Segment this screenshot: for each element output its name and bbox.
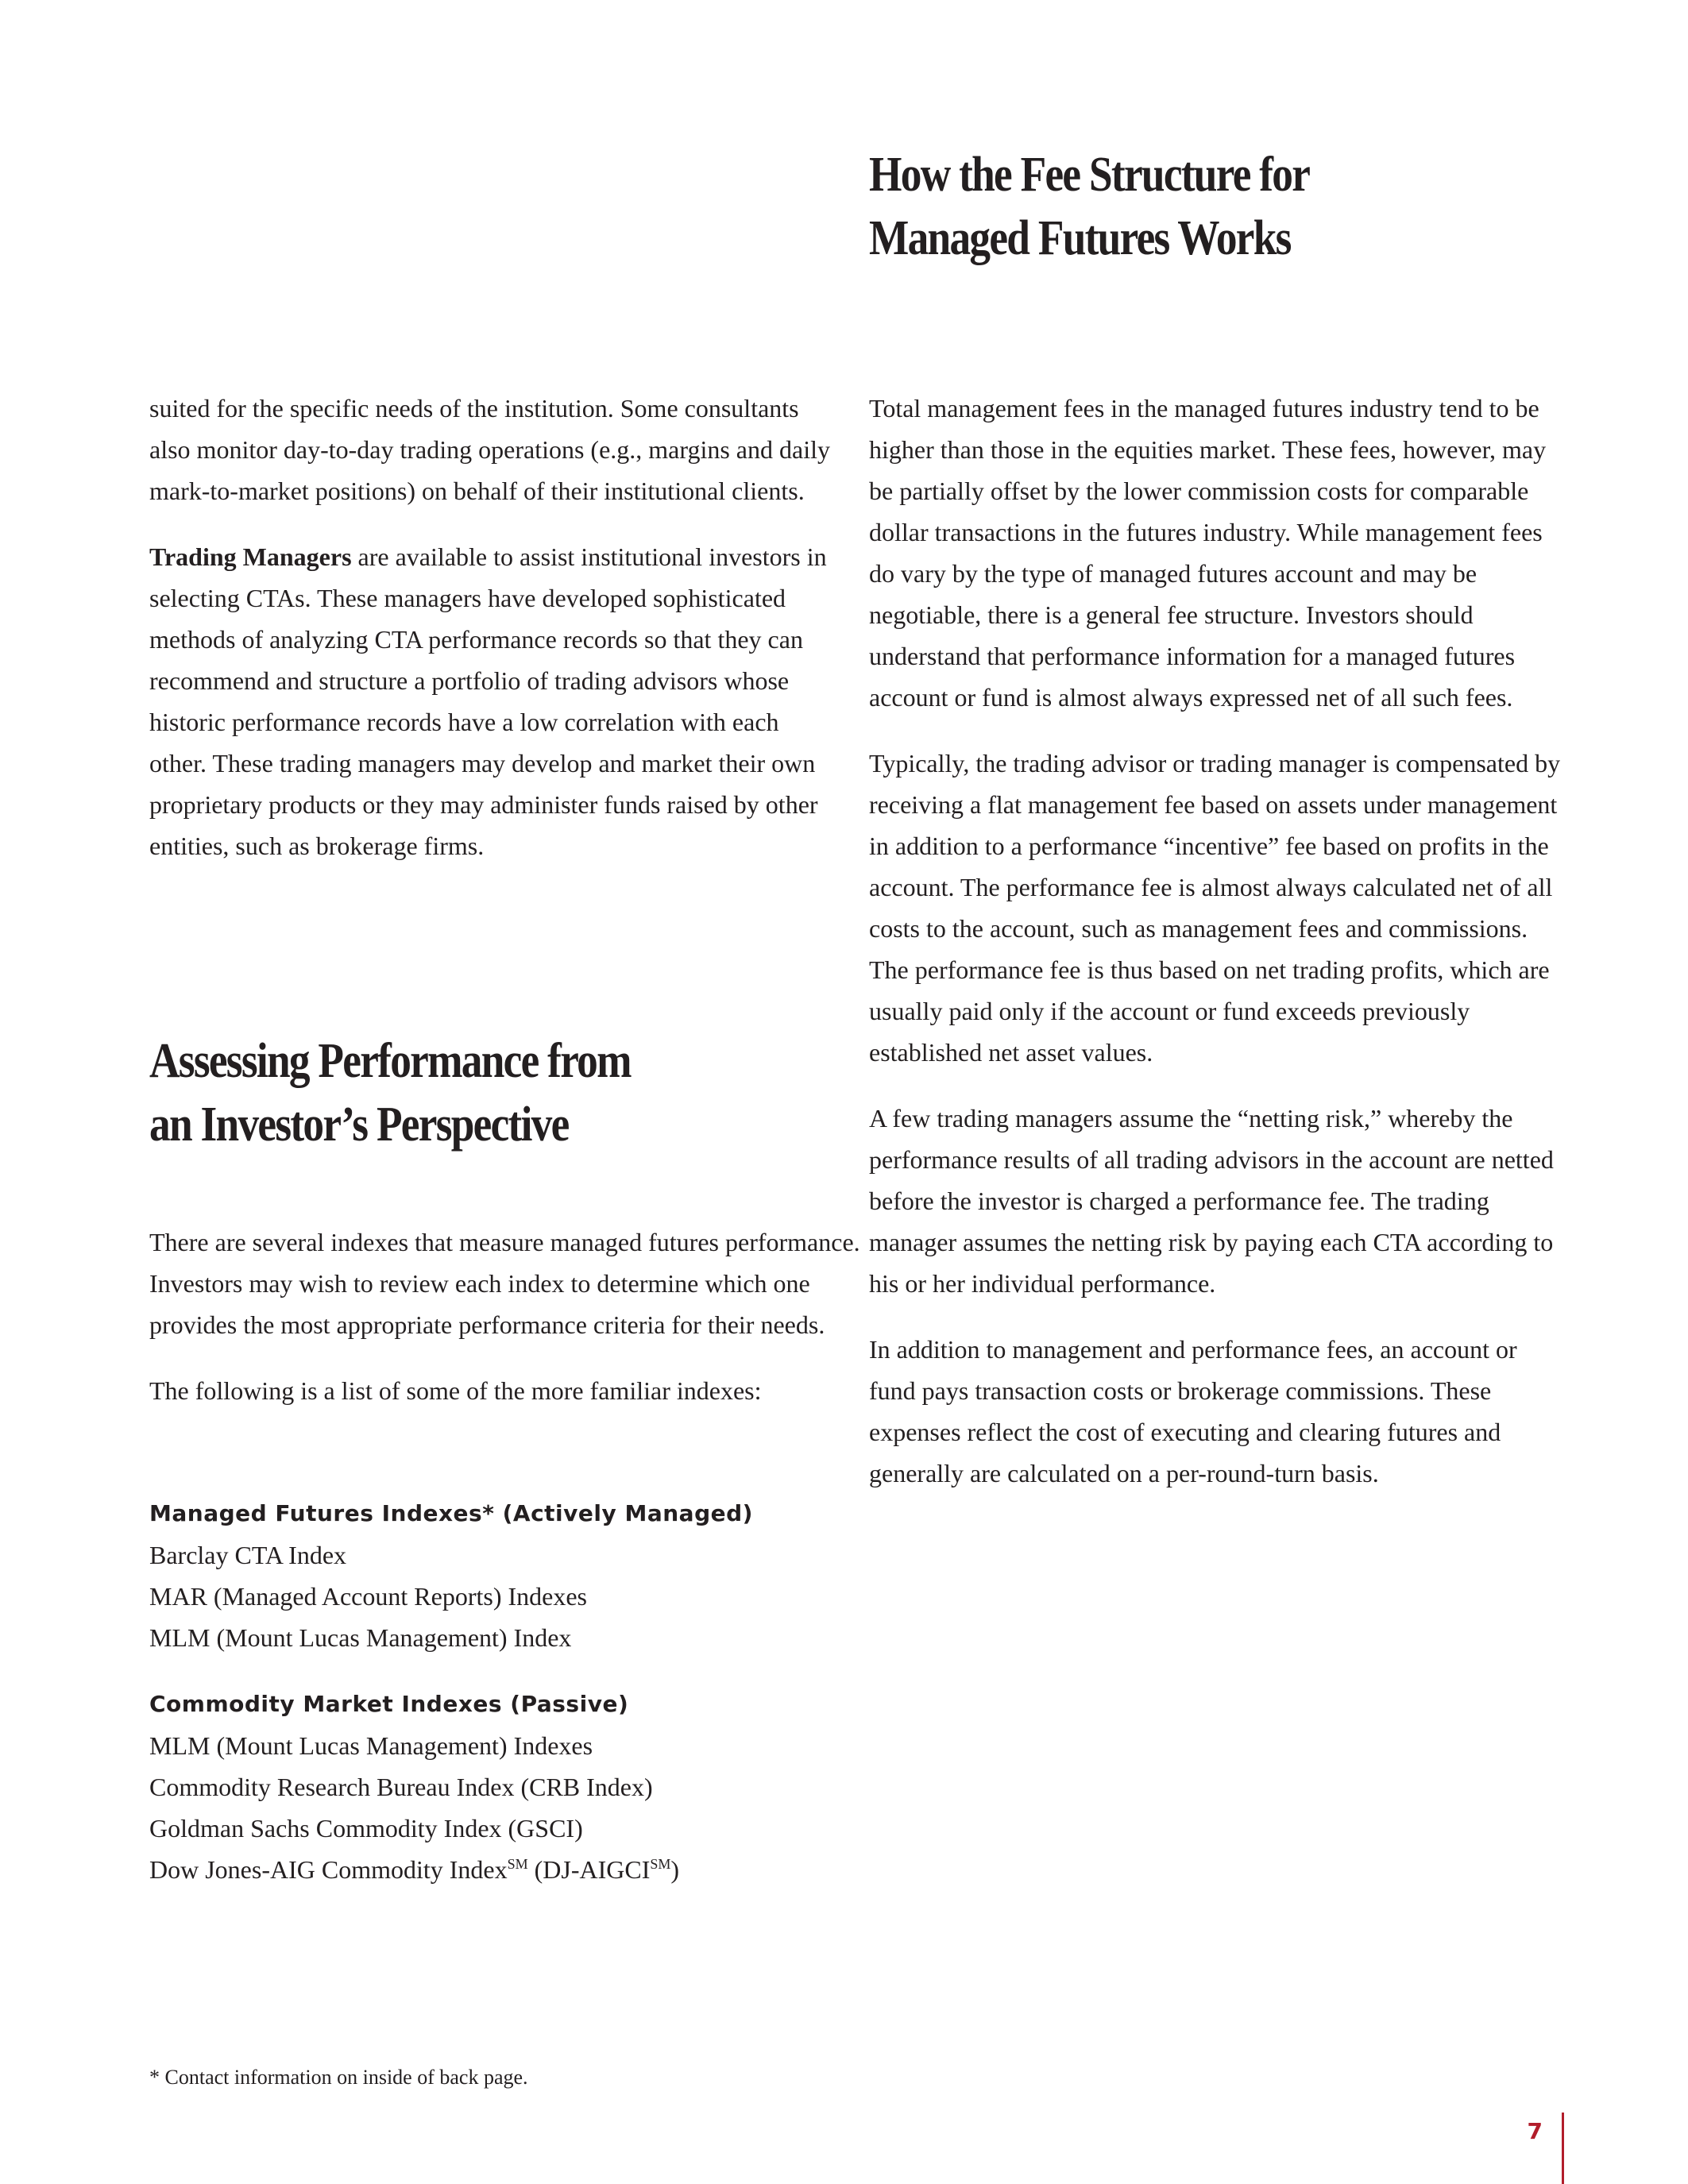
list-item: MLM (Mount Lucas Management) Indexes [149,1731,593,1760]
list-item: MLM (Mount Lucas Management) Index [149,1623,572,1652]
list-item: Goldman Sachs Commodity Index (GSCI) [149,1814,583,1843]
assessing-heading-line2: an Investor’s Perspective [149,1098,569,1152]
list-item-djaig [149,1849,864,1890]
managed-futures-index-title: Managed Futures Indexes* (Actively Managed) [149,1500,753,1526]
fee-structure-heading [869,143,1309,270]
trading-managers-text: are available to assist institutional investors in selecting CTAs. These managers have developed sophisticated methods of analyzing CTA performance records so that they can recommend and structure a portfolio of trading advisors whose historic performance records have a low correlation with each other. These trading managers may develop and market their own proprietary products or they may administer funds raised by other entities, such as brokerage firms. [149,542,827,860]
left-column [149,388,840,891]
djaig-abbr-open: (DJ-AIGCI [527,1855,651,1884]
assessing-heading-line1: Assessing Performance from [149,1034,631,1088]
service-mark: SM [650,1856,671,1872]
fee-heading-line1: How the Fee Structure for [869,148,1310,202]
commodity-market-index-list [149,1684,864,1890]
fee-paragraph-1: Total management fees in the managed futures industry tend to be higher than those in the equities market. These fees, however, may be partially offset by the lower commission costs for comparable dollar transactions in the futures industry. While management fees do vary by the type of managed futures account and may be negotiable, there is a general fee structure. Investors should understand that performance information for a managed futures account or fund is almost always expressed net of all such fees. [869,394,1547,712]
indexes-list-intro: The following is a list of some of the more familiar indexes: [149,1376,762,1405]
fee-heading-line2: Managed Futures Works [869,211,1291,265]
djaig-name: Dow Jones-AIG Commodity Index [149,1855,508,1884]
list-item: Commodity Research Bureau Index (CRB Index) [149,1773,653,1801]
consultants-paragraph: suited for the specific needs of the institution. Some consultants also monitor day-to-day trading operations (e.g., margins and daily mark-to-market positions) on behalf of their institutional clients. [149,394,830,505]
indexes-paragraph: There are several indexes that measure managed futures performance. Investors may wish to review each index to determine which one provides the most appropriate performance criteria for their needs. [149,1228,860,1339]
fee-paragraph-2: Typically, the trading advisor or trading manager is compensated by receiving a flat management fee based on assets under management in addition to a performance “incentive” fee based on profits in the account. The performance fee is almost always calculated net of all costs to the account, such as management fees and commissions. The performance fee is thus based on net trading profits, which are usually paid only if the account or fund exceeds previously established net asset values. [869,749,1561,1067]
footnote: * Contact information on inside of back page. [149,2066,528,2089]
indexes-intro [149,1221,864,1436]
managed-futures-index-list [149,1493,864,1658]
commodity-market-index-title: Commodity Market Indexes (Passive) [149,1691,629,1717]
service-mark: SM [507,1856,528,1872]
fee-paragraph-3: A few trading managers assume the “netting risk,” whereby the performance results of all trading advisors in the account are netted before the investor is charged a performance fee. The trading manager assumes the netting risk by paying each CTA according to his or her individual performance. [869,1104,1554,1298]
right-column [869,388,1568,1518]
list-item: MAR (Managed Account Reports) Indexes [149,1582,587,1611]
trading-managers-term: Trading Managers [149,542,352,571]
trading-managers-paragraph [149,536,840,866]
djaig-abbr-close: ) [670,1855,680,1884]
assessing-performance-heading [149,1029,631,1156]
page-number-rule [1562,2113,1564,2184]
page-number: 7 [1527,2118,1543,2144]
list-item: Barclay CTA Index [149,1541,347,1569]
fee-paragraph-4: In addition to management and performance fees, an account or fund pays transaction costs or brokerage commissions. These expenses reflect the cost of executing and clearing futures and generally are calculated on a per-round-turn basis. [869,1335,1517,1488]
